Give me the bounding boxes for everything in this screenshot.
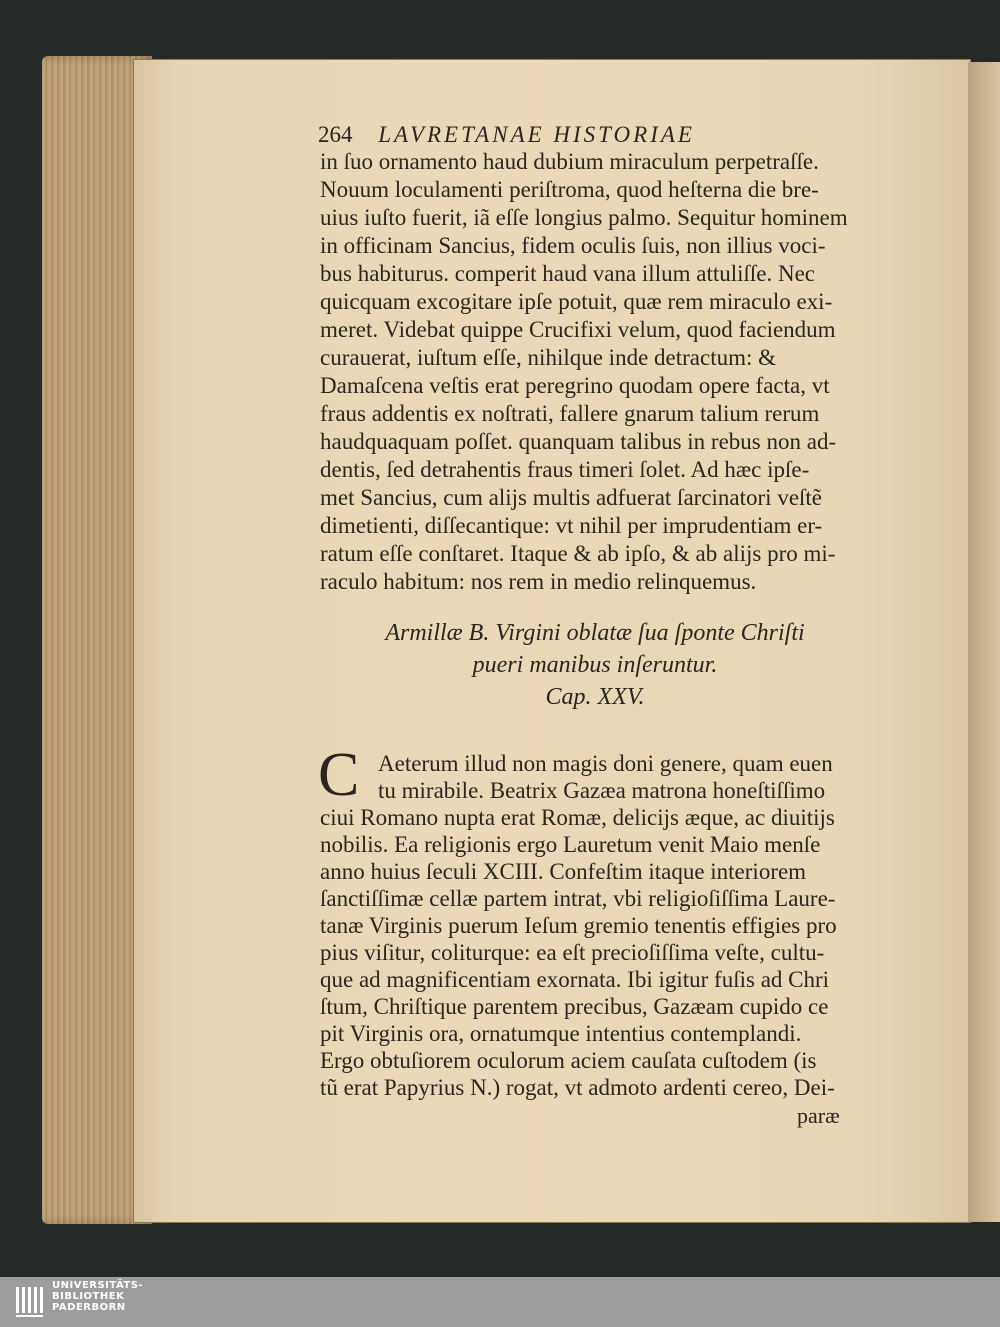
- text-line: in ſuo ornamento haud dubium miraculum perpetraſſe.: [320, 149, 819, 174]
- text-line: tu mirabile. Beatrix Gazæa matrona honeſtiſſimo: [378, 778, 826, 803]
- text-line: haudquaquam poſſet. quanquam talibus in rebus non ad-: [320, 429, 837, 454]
- library-logo-icon: [14, 1285, 48, 1319]
- text-line: Damaſcena veſtis erat peregrino quodam opere facta, vt: [320, 373, 830, 398]
- text-line: fraus addentis ex noſtrati, fallere gnarum talium rerum: [320, 401, 820, 426]
- running-title: LAVRETANAE HISTORIAE: [378, 122, 695, 147]
- heading-line: pueri manibus inſeruntur.: [472, 652, 718, 678]
- library-logo-text: [52, 1280, 143, 1313]
- chapter-number: Cap. XXV.: [545, 684, 645, 710]
- text-line: tanæ Virginis puerum Ieſum gremio tenentis effigies pro: [320, 913, 837, 938]
- text-line: in officinam Sancius, fidem oculis ſuis, non illius voci-: [320, 233, 826, 258]
- text-line: dentis, ſed detrahentis fraus timeri ſolet. Ad hæc ipſe-: [320, 457, 810, 482]
- catchword: paræ: [797, 1103, 840, 1128]
- text-line: nobilis. Ea religionis ergo Lauretum venit Maio menſe: [320, 832, 821, 857]
- text-line: que ad magnificentiam exornata. Ibi igitur fuſis ad Chri: [320, 967, 830, 992]
- text-line: pit Virginis ora, ornatumque intentius contemplandi.: [320, 1021, 802, 1046]
- text-line: tũ erat Papyrius N.) rogat, vt admoto ardenti cereo, Dei-: [320, 1075, 835, 1100]
- drop-cap: C: [318, 741, 360, 809]
- text-line: ratum eſſe conſtaret. Itaque & ab ipſo, & ab alijs pro mi-: [320, 541, 836, 566]
- next-page-edge: [968, 62, 1000, 1222]
- logo-line: BIBLIOTHEK: [52, 1291, 125, 1302]
- text-line: anno huius ſeculi XCIII. Confeſtim itaque interiorem: [320, 859, 807, 884]
- text-line: ciui Romano nupta erat Romæ, delicijs æque, ac diuitijs: [320, 805, 835, 830]
- text-line: uius iuſto fuerit, iã eſſe longius palmo. Sequitur hominem: [320, 205, 848, 230]
- logo-line: PADERBORN: [52, 1302, 126, 1313]
- text-line: met Sancius, cum alijs multis adfuerat ſarcinatori veſtẽ: [320, 485, 823, 510]
- heading-line: Armillæ B. Virgini oblatæ ſua ſponte Chriſti: [385, 620, 805, 646]
- text-line: ſanctiſſimæ cellæ partem intrat, vbi religioſiſſima Laure-: [320, 886, 836, 911]
- text-line: Ergo obtuſiorem oculorum aciem cauſata cuſtodem (is: [320, 1048, 817, 1073]
- text-line: dimetienti, diſſecantique: vt nihil per imprudentiam er-: [320, 513, 823, 538]
- text-line: quicquam excogitare ipſe potuit, quæ rem miraculo exi-: [320, 289, 833, 314]
- text-line: meret. Videbat quippe Crucifixi velum, quod faciendum: [320, 317, 836, 342]
- logo-line: UNIVERSITÄTS-: [52, 1280, 144, 1291]
- library-footer: [0, 1277, 1000, 1327]
- text-line: ſtum, Chriſtique parentem precibus, Gazæam cupido ce: [320, 994, 829, 1019]
- text-line: pius viſitur, coliturque: ea eſt precioſiſſima veſte, cultu-: [320, 940, 825, 965]
- text-line: curauerat, iuſtum eſſe, nihilque inde detractum: &: [320, 345, 777, 370]
- text-line: raculo habitum: nos rem in medio relinquemus.: [320, 569, 757, 594]
- running-head: [318, 122, 695, 148]
- text-line: Aeterum illud non magis doni genere, quam euen: [378, 751, 833, 776]
- page-number: 264: [318, 122, 353, 147]
- text-line: bus habiturus. comperit haud vana illum attuliſſe. Nec: [320, 261, 816, 286]
- text-line: Nouum loculamenti periſtroma, quod heſterna die bre-: [320, 177, 819, 202]
